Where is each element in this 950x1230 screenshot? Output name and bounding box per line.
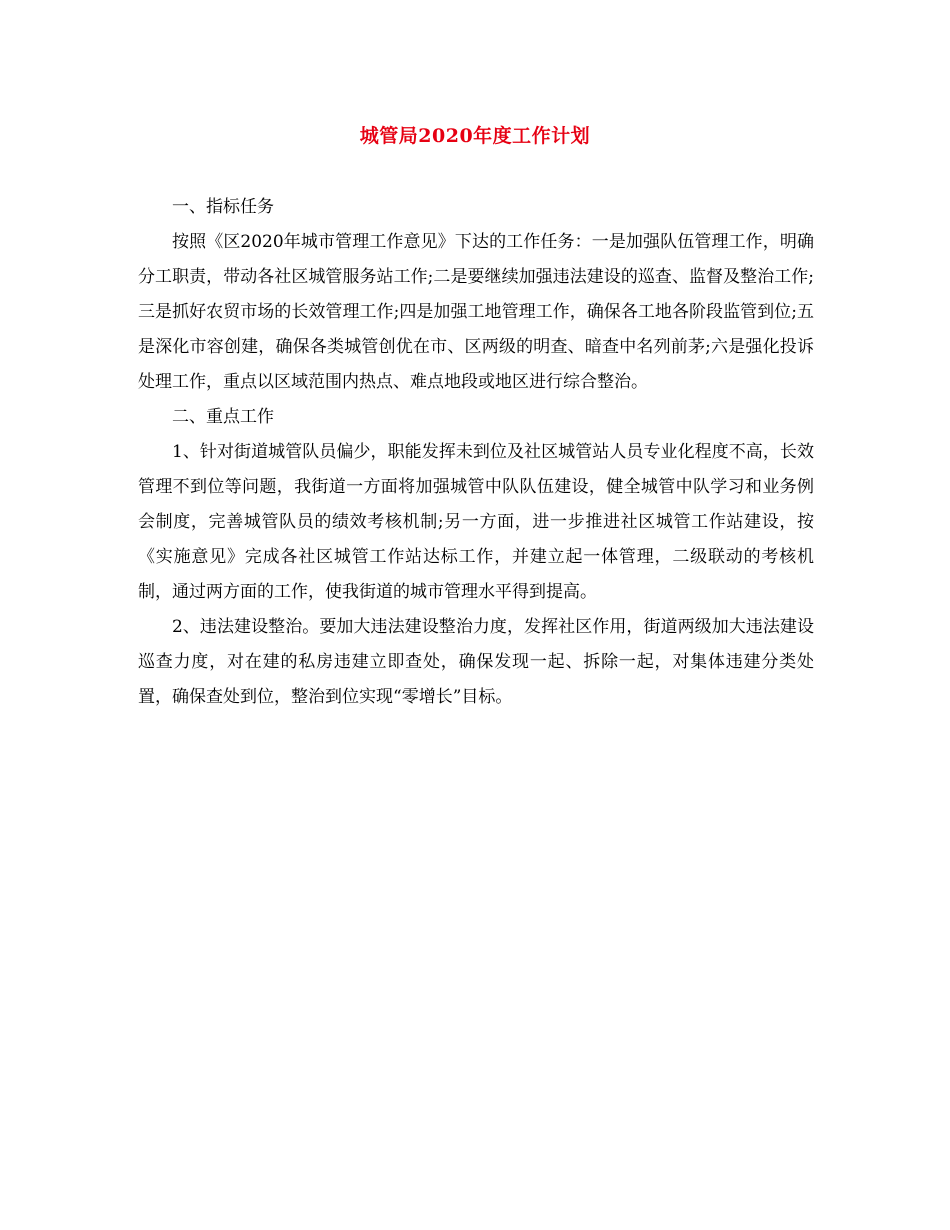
paragraph-targets: 按照《区2020年城市管理工作意见》下达的工作任务：一是加强队伍管理工作，明确分工职责，带动各社区城管服务站工作;二是要继续加强违法建设的巡查、监督及整治工作;三是抓好农贸市场的长效管理工作;四是加强工地管理工作，确保各工地各阶段监管到位;五是深化市容创建，确保各类城管创优在市、区两级的明查、暗查中名列前茅;六是强化投诉处理工作，重点以区域范围内热点、难点地段或地区进行综合整治。 <box>138 232 814 392</box>
document-body <box>138 190 814 715</box>
section-heading-key-work: 二、重点工作 <box>172 407 274 427</box>
paragraph-illegal-construction: 2、违法建设整治。要加大违法建设整治力度，发挥社区作用，街道两级加大违法建设巡查力度，对在建的私房违建立即查处，确保发现一起、拆除一起，对集体违建分类处置，确保查处到位，整治到位实现“零增长”目标。 <box>138 617 814 707</box>
paragraph-team-building: 1、针对街道城管队员偏少，职能发挥未到位及社区城管站人员专业化程度不高，长效管理不到位等问题，我街道一方面将加强城管中队队伍建设，健全城管中队学习和业务例会制度，完善城管队员的绩效考核机制;另一方面，进一步推进社区城管工作站建设，按《实施意见》完成各社区城管工作站达标工作，并建立起一体管理，二级联动的考核机制，通过两方面的工作，使我街道的城市管理水平得到提高。 <box>138 442 814 602</box>
document-title: 城管局2020年度工作计划 <box>359 125 591 147</box>
section-heading-targets: 一、指标任务 <box>172 197 274 217</box>
